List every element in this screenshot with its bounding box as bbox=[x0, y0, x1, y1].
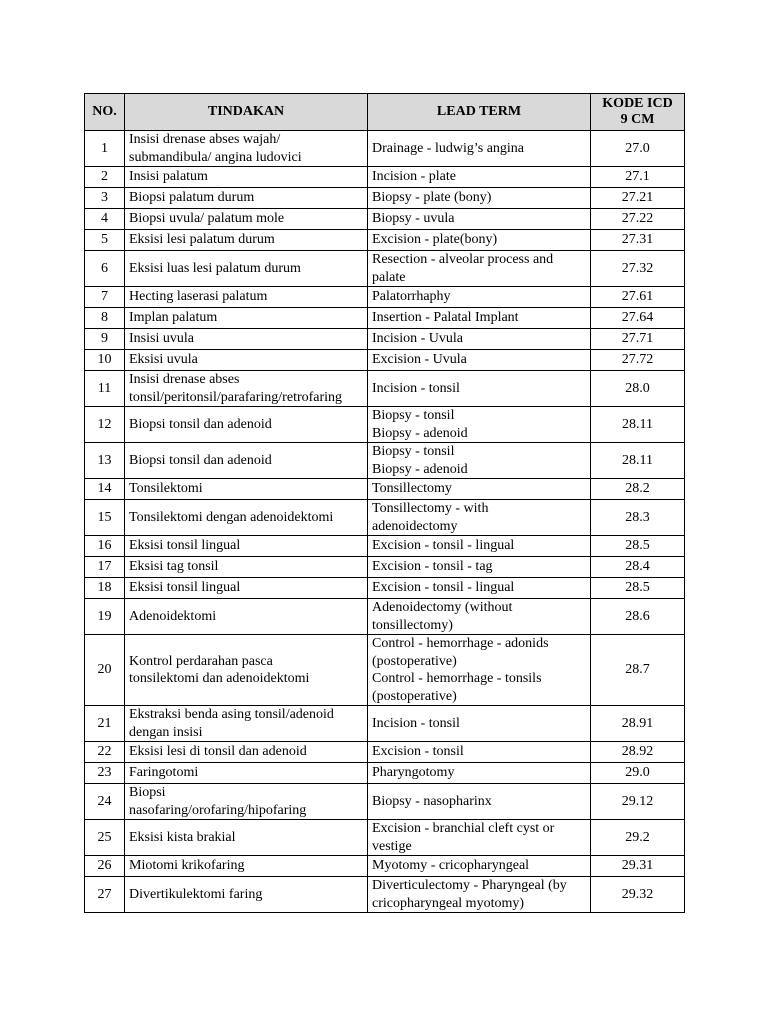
cell-lead-term bbox=[368, 287, 591, 308]
lead-term-line: Insertion - Palatal Implant bbox=[372, 310, 519, 326]
icd-procedure-table bbox=[84, 93, 685, 913]
tindakan-line: Insisi uvula bbox=[129, 331, 194, 347]
cell-tindakan bbox=[125, 407, 368, 443]
cell-lead-term bbox=[368, 407, 591, 443]
lead-term-line: Tonsillectomy - with bbox=[372, 501, 489, 516]
lead-term-line: Drainage - ludwig’s angina bbox=[372, 140, 525, 156]
cell-kode-icd: 28.92 bbox=[591, 742, 685, 763]
lead-term-line: Biopsy - tonsil bbox=[372, 408, 455, 423]
table-header-row bbox=[85, 94, 685, 131]
cell-tindakan bbox=[125, 820, 368, 856]
lead-term-line: Excision - tonsil - lingual bbox=[372, 538, 515, 554]
tindakan-line: Faringotomi bbox=[129, 765, 199, 781]
table-row bbox=[85, 350, 685, 371]
tindakan-line: submandibula/ angina ludovici bbox=[129, 149, 302, 165]
tindakan-line: Eksisi lesi palatum durum bbox=[129, 232, 275, 248]
tindakan-line: Ekstraksi benda asing tonsil/adenoid bbox=[129, 707, 334, 722]
table-row bbox=[85, 763, 685, 784]
cell-tindakan bbox=[125, 877, 368, 913]
table-row bbox=[85, 706, 685, 742]
cell-lead-term bbox=[368, 856, 591, 877]
cell-no: 10 bbox=[85, 350, 125, 371]
tindakan-line: dengan insisi bbox=[129, 724, 203, 740]
lead-term-line: Adenoidectomy (without bbox=[372, 600, 513, 615]
cell-tindakan bbox=[125, 443, 368, 479]
cell-no: 18 bbox=[85, 578, 125, 599]
cell-kode-icd: 27.71 bbox=[591, 329, 685, 350]
cell-no: 12 bbox=[85, 407, 125, 443]
tindakan-line: Biopsi bbox=[129, 785, 166, 800]
cell-lead-term bbox=[368, 763, 591, 784]
cell-lead-term bbox=[368, 329, 591, 350]
lead-term-line: Resection - alveolar process and bbox=[372, 252, 554, 267]
cell-no: 7 bbox=[85, 287, 125, 308]
cell-lead-term bbox=[368, 500, 591, 536]
lead-term-line: Biopsy - adenoid bbox=[372, 461, 468, 477]
lead-term-line: (postoperative) bbox=[372, 653, 457, 669]
cell-kode-icd: 27.72 bbox=[591, 350, 685, 371]
table-row bbox=[85, 329, 685, 350]
cell-kode-icd: 27.31 bbox=[591, 230, 685, 251]
lead-term-line: Myotomy - cricopharyngeal bbox=[372, 858, 530, 874]
cell-tindakan bbox=[125, 578, 368, 599]
cell-tindakan bbox=[125, 287, 368, 308]
lead-term-line: Biopsy - nasopharinx bbox=[372, 793, 492, 809]
cell-lead-term bbox=[368, 131, 591, 167]
cell-no: 14 bbox=[85, 479, 125, 500]
tindakan-line: Adenoidektomi bbox=[129, 608, 217, 624]
cell-lead-term bbox=[368, 479, 591, 500]
cell-lead-term bbox=[368, 371, 591, 407]
cell-no: 8 bbox=[85, 308, 125, 329]
lead-term-line: Incision - Uvula bbox=[372, 331, 463, 347]
table-row bbox=[85, 578, 685, 599]
cell-kode-icd: 28.6 bbox=[591, 599, 685, 635]
cell-tindakan bbox=[125, 251, 368, 287]
cell-tindakan bbox=[125, 536, 368, 557]
cell-kode-icd: 27.22 bbox=[591, 209, 685, 230]
table-row bbox=[85, 820, 685, 856]
cell-no: 15 bbox=[85, 500, 125, 536]
cell-no: 24 bbox=[85, 784, 125, 820]
cell-kode-icd: 28.5 bbox=[591, 578, 685, 599]
tindakan-line: Biopsi tonsil dan adenoid bbox=[129, 452, 272, 468]
tindakan-line: Tonsilektomi dengan adenoidektomi bbox=[129, 509, 334, 525]
cell-kode-icd: 29.32 bbox=[591, 877, 685, 913]
table-row bbox=[85, 635, 685, 706]
header-lead-term: LEAD TERM bbox=[368, 94, 591, 131]
cell-no: 26 bbox=[85, 856, 125, 877]
table-row bbox=[85, 479, 685, 500]
lead-term-line: Biopsy - plate (bony) bbox=[372, 190, 492, 206]
tindakan-line: Hecting laserasi palatum bbox=[129, 289, 268, 305]
cell-lead-term bbox=[368, 742, 591, 763]
cell-kode-icd: 27.64 bbox=[591, 308, 685, 329]
table-row bbox=[85, 371, 685, 407]
lead-term-line: (postoperative) bbox=[372, 688, 457, 704]
cell-kode-icd: 28.91 bbox=[591, 706, 685, 742]
cell-lead-term bbox=[368, 578, 591, 599]
tindakan-line: tonsil/peritonsil/parafaring/retrofaring bbox=[129, 389, 343, 405]
cell-kode-icd: 28.0 bbox=[591, 371, 685, 407]
lead-term-line: Excision - plate(bony) bbox=[372, 232, 498, 248]
header-no: NO. bbox=[85, 94, 125, 131]
lead-term-line: adenoidectomy bbox=[372, 518, 458, 534]
cell-tindakan bbox=[125, 500, 368, 536]
cell-kode-icd: 27.32 bbox=[591, 251, 685, 287]
cell-tindakan bbox=[125, 479, 368, 500]
cell-kode-icd: 27.21 bbox=[591, 188, 685, 209]
table-row bbox=[85, 407, 685, 443]
table-row bbox=[85, 188, 685, 209]
table-body bbox=[85, 131, 685, 913]
cell-no: 27 bbox=[85, 877, 125, 913]
tindakan-line: Biopsi tonsil dan adenoid bbox=[129, 416, 272, 432]
tindakan-line: Insisi palatum bbox=[129, 169, 208, 185]
header-kode-icd-line1: KODE ICD bbox=[602, 96, 673, 111]
table-row bbox=[85, 443, 685, 479]
table-row bbox=[85, 131, 685, 167]
tindakan-line: Eksisi tonsil lingual bbox=[129, 538, 241, 554]
lead-term-line: Excision - Uvula bbox=[372, 352, 467, 368]
table-row bbox=[85, 784, 685, 820]
cell-lead-term bbox=[368, 251, 591, 287]
cell-lead-term bbox=[368, 820, 591, 856]
cell-tindakan bbox=[125, 557, 368, 578]
table-row bbox=[85, 209, 685, 230]
cell-kode-icd: 27.0 bbox=[591, 131, 685, 167]
tindakan-line: Eksisi lesi di tonsil dan adenoid bbox=[129, 744, 307, 760]
cell-kode-icd: 28.4 bbox=[591, 557, 685, 578]
table-row bbox=[85, 230, 685, 251]
lead-term-line: vestige bbox=[372, 838, 412, 854]
cell-tindakan bbox=[125, 230, 368, 251]
cell-lead-term bbox=[368, 209, 591, 230]
cell-lead-term bbox=[368, 230, 591, 251]
cell-kode-icd: 28.7 bbox=[591, 635, 685, 706]
table-row bbox=[85, 251, 685, 287]
tindakan-line: Divertikulektomi faring bbox=[129, 886, 263, 902]
cell-no: 5 bbox=[85, 230, 125, 251]
tindakan-line: Biopsi palatum durum bbox=[129, 190, 255, 206]
lead-term-line: Biopsy - uvula bbox=[372, 211, 455, 227]
tindakan-line: Implan palatum bbox=[129, 310, 218, 326]
cell-tindakan bbox=[125, 856, 368, 877]
tindakan-line: Miotomi krikofaring bbox=[129, 858, 245, 874]
header-tindakan: TINDAKAN bbox=[125, 94, 368, 131]
cell-tindakan bbox=[125, 188, 368, 209]
cell-tindakan bbox=[125, 784, 368, 820]
cell-no: 22 bbox=[85, 742, 125, 763]
tindakan-line: Tonsilektomi bbox=[129, 481, 203, 497]
cell-no: 21 bbox=[85, 706, 125, 742]
cell-lead-term bbox=[368, 443, 591, 479]
table-row bbox=[85, 742, 685, 763]
cell-tindakan bbox=[125, 167, 368, 188]
tindakan-line: nasofaring/orofaring/hipofaring bbox=[129, 802, 307, 818]
lead-term-line: Incision - tonsil bbox=[372, 380, 460, 396]
cell-lead-term bbox=[368, 308, 591, 329]
tindakan-line: tonsilektomi dan adenoidektomi bbox=[129, 671, 310, 686]
cell-lead-term bbox=[368, 557, 591, 578]
tindakan-line: Biopsi uvula/ palatum mole bbox=[129, 211, 285, 227]
cell-no: 6 bbox=[85, 251, 125, 287]
lead-term-line: Biopsy - tonsil bbox=[372, 444, 455, 459]
tindakan-line: Eksisi tag tonsil bbox=[129, 559, 219, 575]
lead-term-line: Excision - tonsil - lingual bbox=[372, 580, 515, 596]
tindakan-line: Insisi drenase abses wajah/ bbox=[129, 132, 281, 147]
table-row bbox=[85, 500, 685, 536]
table-row bbox=[85, 856, 685, 877]
lead-term-line: Diverticulectomy - Pharyngeal (by bbox=[372, 878, 567, 893]
lead-term-line: cricopharyngeal myotomy) bbox=[372, 895, 525, 911]
cell-kode-icd: 28.11 bbox=[591, 407, 685, 443]
lead-term-line: Control - hemorrhage - tonsils bbox=[372, 671, 542, 686]
tindakan-line: Eksisi luas lesi palatum durum bbox=[129, 260, 301, 276]
cell-lead-term bbox=[368, 877, 591, 913]
cell-kode-icd: 29.0 bbox=[591, 763, 685, 784]
tindakan-line: Eksisi tonsil lingual bbox=[129, 580, 241, 596]
cell-tindakan bbox=[125, 763, 368, 784]
cell-lead-term bbox=[368, 350, 591, 371]
lead-term-line: Control - hemorrhage - adonids bbox=[372, 636, 549, 651]
cell-kode-icd: 27.61 bbox=[591, 287, 685, 308]
cell-tindakan bbox=[125, 706, 368, 742]
cell-no: 13 bbox=[85, 443, 125, 479]
lead-term-line: Excision - tonsil - tag bbox=[372, 559, 493, 575]
cell-kode-icd: 28.3 bbox=[591, 500, 685, 536]
lead-term-line: palate bbox=[372, 269, 406, 285]
lead-term-line: Biopsy - adenoid bbox=[372, 425, 468, 441]
cell-kode-icd: 28.5 bbox=[591, 536, 685, 557]
lead-term-line: tonsillectomy) bbox=[372, 617, 453, 633]
table-row bbox=[85, 308, 685, 329]
cell-no: 1 bbox=[85, 131, 125, 167]
cell-no: 19 bbox=[85, 599, 125, 635]
cell-no: 20 bbox=[85, 635, 125, 706]
cell-tindakan bbox=[125, 350, 368, 371]
cell-kode-icd: 29.2 bbox=[591, 820, 685, 856]
header-kode-icd bbox=[591, 94, 685, 131]
cell-tindakan bbox=[125, 308, 368, 329]
table-row bbox=[85, 599, 685, 635]
cell-no: 9 bbox=[85, 329, 125, 350]
lead-term-line: Excision - tonsil bbox=[372, 744, 464, 760]
cell-tindakan bbox=[125, 329, 368, 350]
lead-term-line: Pharyngotomy bbox=[372, 765, 455, 781]
table-row bbox=[85, 877, 685, 913]
cell-no: 23 bbox=[85, 763, 125, 784]
cell-lead-term bbox=[368, 167, 591, 188]
table-row bbox=[85, 536, 685, 557]
table-row bbox=[85, 557, 685, 578]
table-row bbox=[85, 287, 685, 308]
tindakan-line: Kontrol perdarahan pasca bbox=[129, 653, 273, 669]
cell-tindakan bbox=[125, 635, 368, 706]
cell-lead-term bbox=[368, 599, 591, 635]
table-row bbox=[85, 167, 685, 188]
cell-no: 11 bbox=[85, 371, 125, 407]
cell-lead-term bbox=[368, 706, 591, 742]
cell-lead-term bbox=[368, 536, 591, 557]
cell-no: 25 bbox=[85, 820, 125, 856]
cell-tindakan bbox=[125, 131, 368, 167]
cell-tindakan bbox=[125, 371, 368, 407]
cell-lead-term bbox=[368, 635, 591, 706]
cell-no: 3 bbox=[85, 188, 125, 209]
cell-tindakan bbox=[125, 209, 368, 230]
cell-lead-term bbox=[368, 188, 591, 209]
lead-term-line: Incision - tonsil bbox=[372, 715, 460, 731]
tindakan-line: Eksisi kista brakial bbox=[129, 829, 236, 845]
tindakan-line: Eksisi uvula bbox=[129, 352, 198, 368]
header-kode-icd-line2: 9 CM bbox=[620, 112, 655, 127]
cell-kode-icd: 28.11 bbox=[591, 443, 685, 479]
cell-kode-icd: 29.12 bbox=[591, 784, 685, 820]
lead-term-line: Excision - branchial cleft cyst or bbox=[372, 821, 555, 836]
cell-kode-icd: 29.31 bbox=[591, 856, 685, 877]
cell-lead-term bbox=[368, 784, 591, 820]
cell-no: 4 bbox=[85, 209, 125, 230]
cell-kode-icd: 28.2 bbox=[591, 479, 685, 500]
cell-tindakan bbox=[125, 742, 368, 763]
tindakan-line: Insisi drenase abses bbox=[129, 372, 240, 387]
cell-no: 2 bbox=[85, 167, 125, 188]
cell-tindakan bbox=[125, 599, 368, 635]
lead-term-line: Tonsillectomy bbox=[372, 481, 452, 497]
lead-term-line: Incision - plate bbox=[372, 169, 456, 185]
lead-term-line: Palatorrhaphy bbox=[372, 289, 451, 305]
cell-no: 16 bbox=[85, 536, 125, 557]
cell-kode-icd: 27.1 bbox=[591, 167, 685, 188]
cell-no: 17 bbox=[85, 557, 125, 578]
